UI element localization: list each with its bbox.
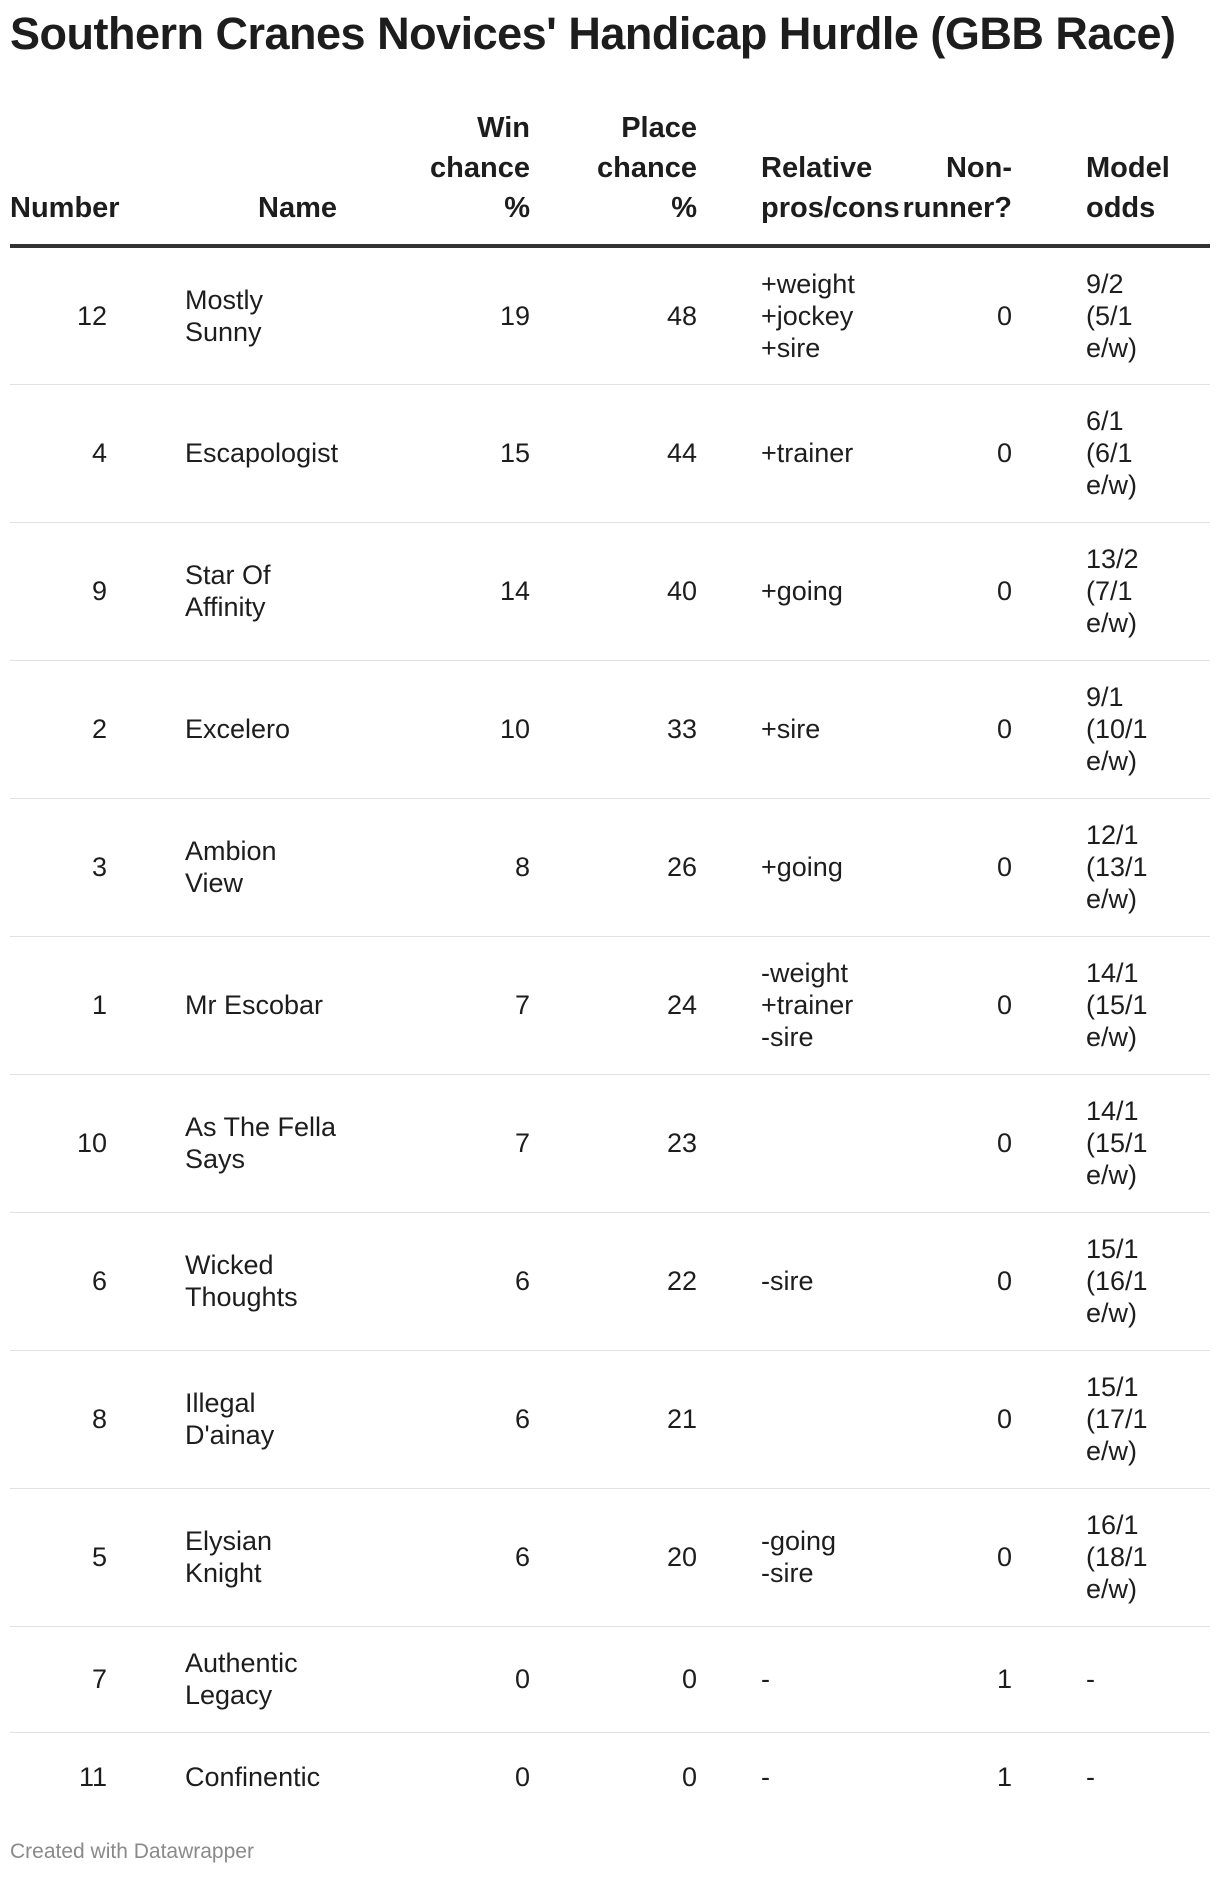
cell-name-line: Escapologist xyxy=(185,438,339,468)
table-row xyxy=(10,1732,1210,1822)
header-win-chance-line: Win xyxy=(477,112,530,144)
cell-number: 1 xyxy=(10,936,175,1074)
cell-name xyxy=(175,660,410,798)
cell-name xyxy=(175,384,410,522)
cell-non-runner: 0 xyxy=(882,246,1022,384)
cell-win-chance: 15 xyxy=(410,384,530,522)
cell-pros-cons xyxy=(697,246,882,384)
cell-non-runner: 1 xyxy=(882,1626,1022,1732)
cell-pros-cons xyxy=(697,1074,882,1212)
cell-pros-cons xyxy=(697,1732,882,1822)
cell-win-chance: 7 xyxy=(410,936,530,1074)
cell-place-chance: 21 xyxy=(530,1350,697,1488)
header-model-odds-line: odds xyxy=(1086,192,1156,224)
cell-name-line: Mr Escobar xyxy=(185,990,324,1020)
cell-pros-cons xyxy=(697,522,882,660)
table-row xyxy=(10,660,1210,798)
datawrapper-credit: Created with Datawrapper xyxy=(10,1840,254,1863)
header-non-runner-line: runner? xyxy=(902,192,1012,224)
cell-model-odds-line: e/w) xyxy=(1086,746,1138,776)
cell-name-line: Star Of xyxy=(185,560,271,590)
cell-model-odds-line: 9/1 xyxy=(1086,682,1124,712)
table-header-row xyxy=(10,108,1210,246)
cell-name-line: View xyxy=(185,868,244,898)
cell-name xyxy=(175,1488,410,1626)
cell-pros-cons xyxy=(697,936,882,1074)
chart-title: Southern Cranes Novices' Handicap Hurdle (GBB Race) xyxy=(10,8,1176,59)
cell-model-odds-line: e/w) xyxy=(1086,884,1138,914)
cell-pros-cons-line: +going xyxy=(761,852,843,882)
header-win-chance xyxy=(410,108,530,246)
cell-model-odds-line: 15/1 xyxy=(1086,1372,1139,1402)
cell-win-chance: 14 xyxy=(410,522,530,660)
cell-name xyxy=(175,1212,410,1350)
cell-place-chance: 20 xyxy=(530,1488,697,1626)
header-pros-cons xyxy=(697,108,900,246)
cell-model-odds-line: e/w) xyxy=(1086,1574,1138,1604)
header-place-chance xyxy=(530,108,697,246)
cell-name-line: Knight xyxy=(185,1558,262,1588)
cell-name-line: Authentic xyxy=(185,1648,298,1678)
cell-pros-cons-line: -going xyxy=(761,1526,837,1556)
cell-non-runner: 0 xyxy=(882,1488,1022,1626)
cell-name xyxy=(175,936,410,1074)
cell-number: 3 xyxy=(10,798,175,936)
cell-name-line: Wicked xyxy=(185,1250,274,1280)
table-row xyxy=(10,1488,1210,1626)
cell-non-runner: 0 xyxy=(882,1350,1022,1488)
cell-model-odds-line: e/w) xyxy=(1086,1298,1138,1328)
cell-model-odds-line: e/w) xyxy=(1086,470,1138,500)
cell-model-odds-line: 15/1 xyxy=(1086,1234,1139,1264)
cell-model-odds-line: e/w) xyxy=(1086,1436,1138,1466)
cell-place-chance: 40 xyxy=(530,522,697,660)
cell-win-chance: 8 xyxy=(410,798,530,936)
cell-place-chance: 48 xyxy=(530,246,697,384)
cell-model-odds-line: e/w) xyxy=(1086,1022,1138,1052)
cell-non-runner: 0 xyxy=(882,660,1022,798)
cell-model-odds-line: 14/1 xyxy=(1086,1096,1139,1126)
table-row xyxy=(10,246,1210,384)
cell-pros-cons xyxy=(697,1626,882,1732)
header-non-runner xyxy=(882,108,1022,246)
cell-name-line: Sunny xyxy=(185,316,262,347)
cell-model-odds-line: - xyxy=(1086,1762,1095,1793)
cell-name xyxy=(175,1732,410,1822)
cell-place-chance: 26 xyxy=(530,798,697,936)
cell-non-runner: 0 xyxy=(882,798,1022,936)
cell-number: 11 xyxy=(78,1762,107,1793)
cell-number: 5 xyxy=(10,1488,175,1626)
cell-model-odds xyxy=(1022,1488,1210,1626)
cell-name xyxy=(175,522,410,660)
cell-win-chance: 6 xyxy=(410,1212,530,1350)
cell-name-line: D'ainay xyxy=(185,1420,275,1450)
cell-place-chance: 33 xyxy=(530,660,697,798)
cell-model-odds-line: 16/1 xyxy=(1086,1510,1139,1540)
cell-non-runner: 0 xyxy=(882,936,1022,1074)
header-model-odds-line: Model xyxy=(1086,152,1170,184)
table-row xyxy=(10,1350,1210,1488)
header-model-odds xyxy=(1022,108,1210,246)
table-row xyxy=(10,798,1210,936)
cell-model-odds xyxy=(1022,1350,1210,1488)
cell-model-odds-line: (15/1 xyxy=(1086,1128,1148,1158)
cell-pros-cons xyxy=(697,798,882,936)
header-win-chance-line: chance xyxy=(430,152,530,184)
header-place-chance-line: Place xyxy=(621,112,697,144)
header-name xyxy=(175,108,410,246)
cell-win-chance: 0 xyxy=(410,1626,530,1732)
cell-name-line: Elysian xyxy=(185,1526,273,1556)
cell-win-chance: 10 xyxy=(410,660,530,798)
cell-model-odds-line: (13/1 xyxy=(1086,852,1148,882)
cell-number: 10 xyxy=(10,1074,175,1212)
cell-model-odds-line: e/w) xyxy=(1086,1160,1138,1190)
cell-model-odds-line: (7/1 xyxy=(1086,576,1133,606)
cell-model-odds xyxy=(1022,660,1210,798)
cell-pros-cons xyxy=(697,1350,882,1488)
cell-model-odds xyxy=(1022,1626,1210,1732)
table-row xyxy=(10,522,1210,660)
cell-place-chance: 0 xyxy=(681,1762,697,1793)
cell-model-odds-line: 9/2 xyxy=(1086,268,1124,299)
cell-number: 2 xyxy=(10,660,175,798)
cell-model-odds-line: 6/1 xyxy=(1086,406,1124,436)
cell-name xyxy=(175,1350,410,1488)
header-place-chance-line: chance xyxy=(597,152,697,184)
cell-non-runner: 1 xyxy=(996,1762,1012,1793)
cell-name-line: As The Fella xyxy=(185,1112,337,1142)
cell-number: 8 xyxy=(10,1350,175,1488)
cell-pros-cons-line: +jockey xyxy=(761,300,854,331)
cell-place-chance: 24 xyxy=(530,936,697,1074)
cell-pros-cons-line: -weight xyxy=(761,958,849,988)
cell-win-chance: 6 xyxy=(410,1488,530,1626)
cell-name-line: Mostly xyxy=(185,284,264,315)
cell-model-odds-line: (5/1 xyxy=(1086,300,1133,331)
cell-win-chance: 0 xyxy=(514,1762,530,1793)
cell-pros-cons xyxy=(697,1212,882,1350)
table-row xyxy=(10,1626,1210,1732)
cell-model-odds-line: 13/2 xyxy=(1086,544,1139,574)
cell-name xyxy=(175,1626,410,1732)
cell-pros-cons-line: +trainer xyxy=(761,990,854,1020)
cell-model-odds xyxy=(1022,1212,1210,1350)
cell-pros-cons xyxy=(697,1488,882,1626)
header-pros-cons-line: Relative xyxy=(761,152,873,184)
cell-win-chance: 6 xyxy=(410,1350,530,1488)
cell-model-odds-line: e/w) xyxy=(1086,332,1138,363)
cell-place-chance: 22 xyxy=(530,1212,697,1350)
table-row xyxy=(10,384,1210,522)
cell-model-odds xyxy=(1022,522,1210,660)
cell-model-odds-line: 12/1 xyxy=(1086,820,1139,850)
cell-name xyxy=(175,798,410,936)
table-body xyxy=(10,246,1210,1822)
cell-model-odds-line: - xyxy=(1086,1664,1095,1694)
header-number xyxy=(10,108,175,246)
cell-model-odds-line: e/w) xyxy=(1086,608,1138,638)
cell-name xyxy=(175,246,410,384)
cell-place-chance: 23 xyxy=(530,1074,697,1212)
cell-name-line: Thoughts xyxy=(185,1282,298,1312)
cell-pros-cons xyxy=(697,384,882,522)
cell-non-runner: 0 xyxy=(882,1212,1022,1350)
cell-pros-cons-line: +weight xyxy=(761,268,855,299)
cell-pros-cons-line: +trainer xyxy=(761,438,854,468)
cell-model-odds xyxy=(1022,798,1210,936)
cell-pros-cons-line: +going xyxy=(761,576,843,606)
cell-pros-cons-line: +sire xyxy=(761,714,821,744)
cell-model-odds xyxy=(1022,246,1210,384)
cell-pros-cons-line: -sire xyxy=(761,1022,814,1052)
cell-number: 6 xyxy=(10,1212,175,1350)
cell-model-odds xyxy=(1022,384,1210,522)
header-pros-cons-line: pros/cons xyxy=(761,192,900,224)
cell-model-odds-line: (16/1 xyxy=(1086,1266,1148,1296)
cell-model-odds xyxy=(1022,1074,1210,1212)
race-table xyxy=(10,108,1210,1822)
cell-non-runner: 0 xyxy=(882,1074,1022,1212)
cell-model-odds-line: 14/1 xyxy=(1086,958,1139,988)
cell-model-odds-line: (18/1 xyxy=(1086,1542,1148,1572)
header-non-runner-line: Non- xyxy=(945,152,1012,184)
header-number-line: Number xyxy=(10,192,120,224)
cell-number: 12 xyxy=(10,246,175,384)
cell-place-chance: 44 xyxy=(530,384,697,522)
cell-model-odds-line: (10/1 xyxy=(1086,714,1148,744)
cell-pros-cons-line: - xyxy=(761,1664,770,1694)
cell-number: 4 xyxy=(10,384,175,522)
cell-name-line: Affinity xyxy=(185,592,266,622)
cell-name-line: Says xyxy=(185,1144,246,1174)
cell-name-line: Illegal xyxy=(185,1388,256,1418)
cell-name-line: Ambion xyxy=(185,836,277,866)
header-win-chance-line: % xyxy=(504,192,530,224)
cell-non-runner: 0 xyxy=(882,522,1022,660)
cell-non-runner: 0 xyxy=(882,384,1022,522)
cell-model-odds-line: (17/1 xyxy=(1086,1404,1148,1434)
table-row xyxy=(10,936,1210,1074)
cell-model-odds-line: (6/1 xyxy=(1086,438,1133,468)
header-name-line: Name xyxy=(258,192,337,224)
cell-name-line: Confinentic xyxy=(185,1762,321,1793)
header-place-chance-line: % xyxy=(671,192,697,224)
cell-pros-cons-line: - xyxy=(761,1762,770,1793)
table-row xyxy=(10,1212,1210,1350)
cell-name xyxy=(175,1074,410,1212)
cell-model-odds xyxy=(1022,1732,1210,1822)
cell-model-odds-line: (15/1 xyxy=(1086,990,1148,1020)
cell-pros-cons xyxy=(697,660,882,798)
cell-number: 9 xyxy=(10,522,175,660)
cell-win-chance: 19 xyxy=(410,246,530,384)
cell-number: 7 xyxy=(10,1626,175,1732)
cell-pros-cons-line: -sire xyxy=(761,1558,814,1588)
cell-pros-cons-line: -sire xyxy=(761,1266,814,1296)
cell-pros-cons-line: +sire xyxy=(761,332,821,363)
cell-place-chance: 0 xyxy=(530,1626,697,1732)
cell-win-chance: 7 xyxy=(410,1074,530,1212)
table-row xyxy=(10,1074,1210,1212)
cell-name-line: Legacy xyxy=(185,1680,273,1710)
cell-model-odds xyxy=(1022,936,1210,1074)
cell-name-line: Excelero xyxy=(185,714,291,744)
